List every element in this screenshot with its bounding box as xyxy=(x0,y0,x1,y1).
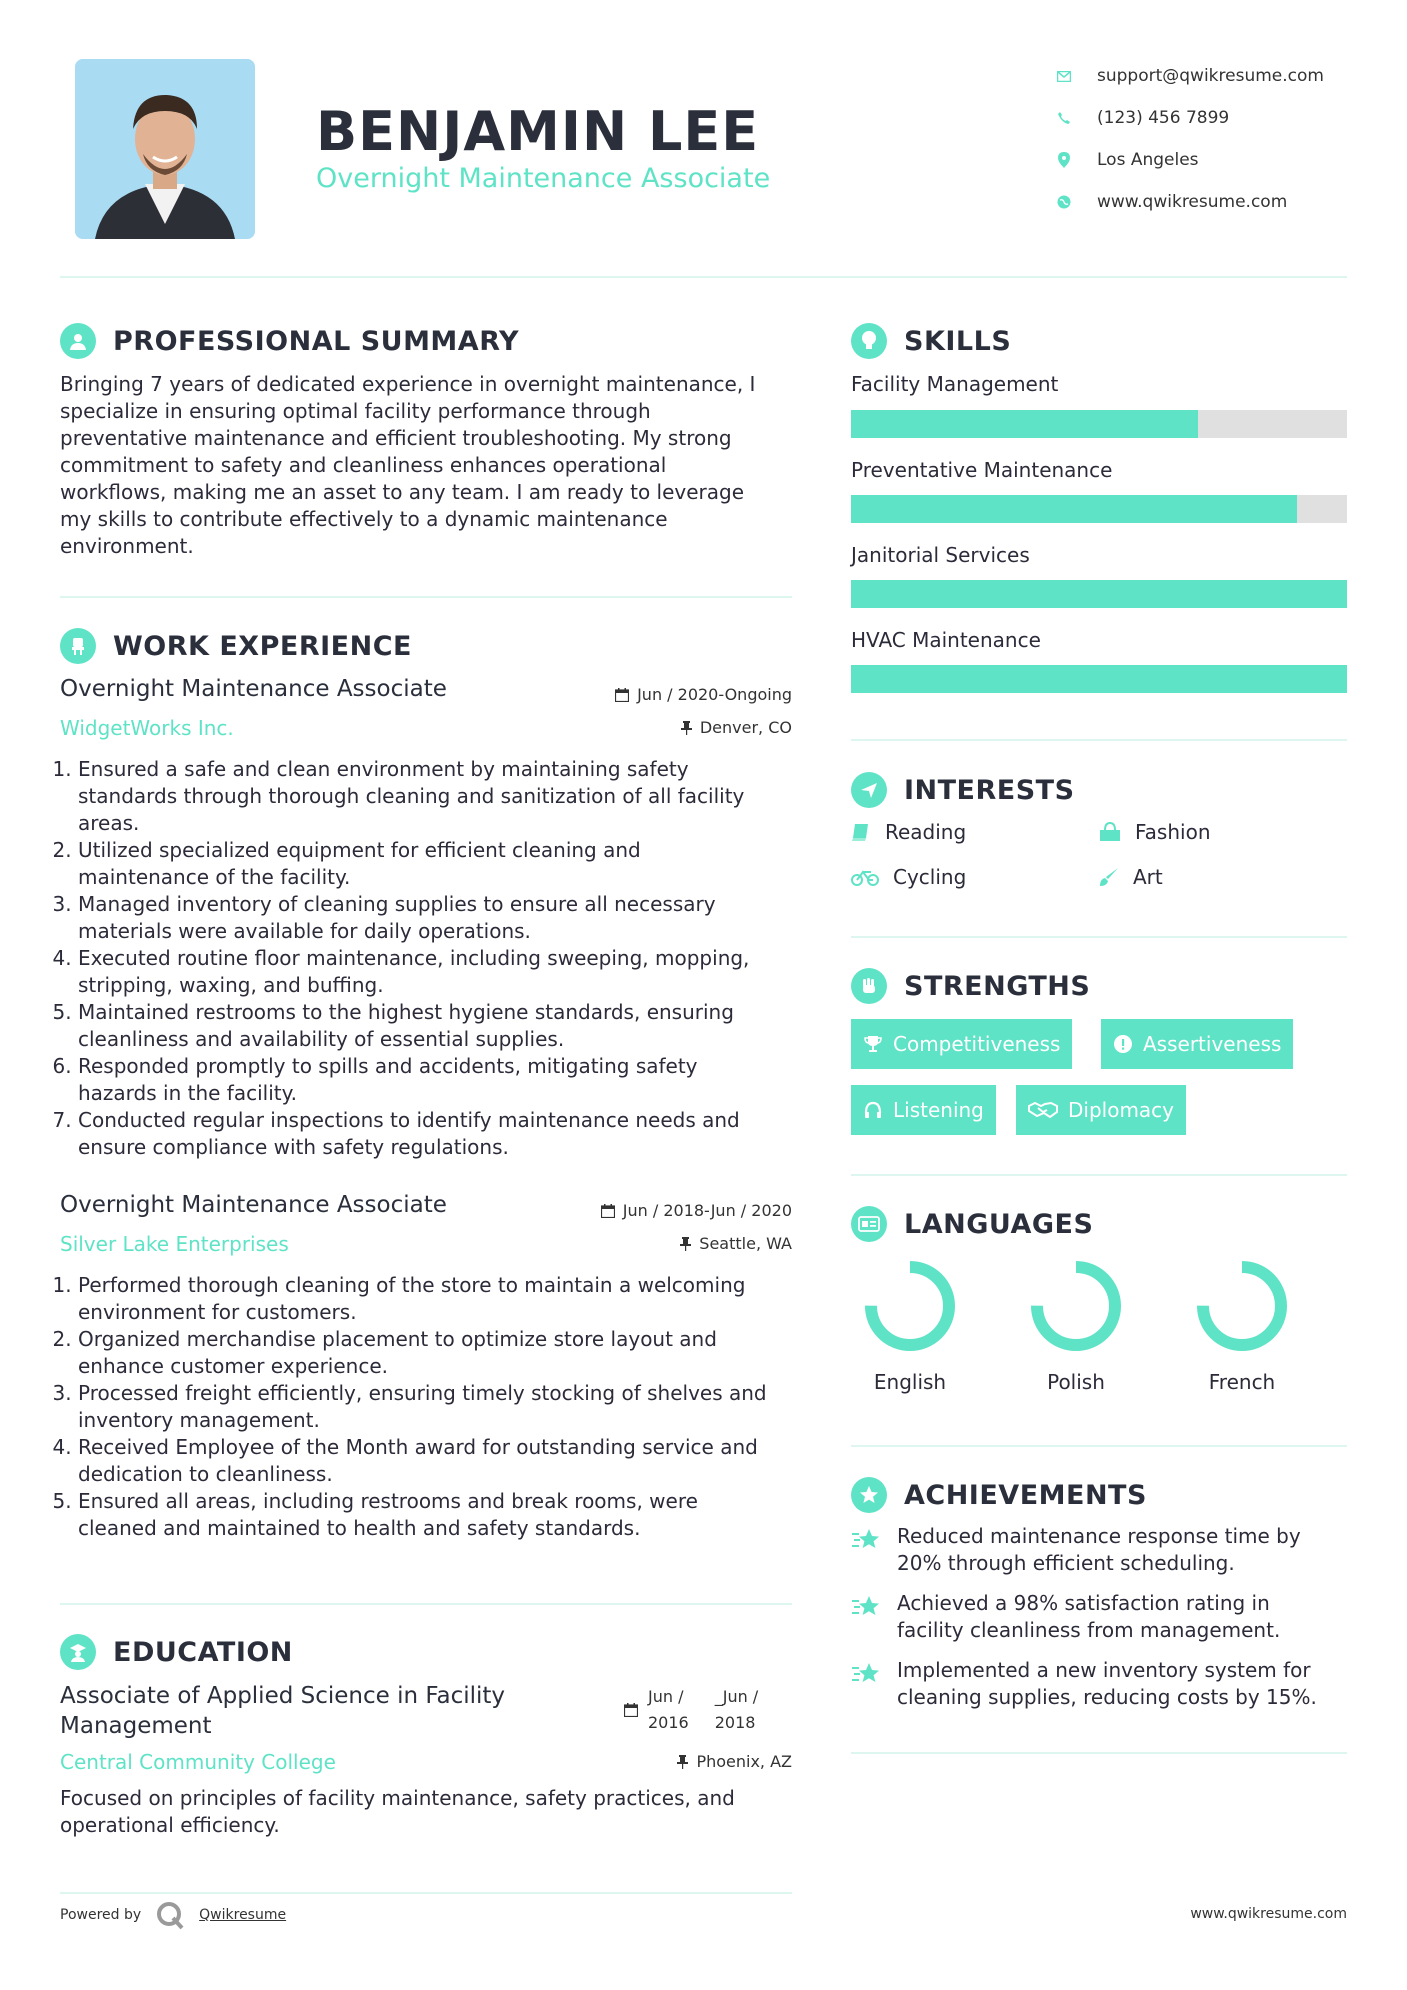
strength-label: Competitiveness xyxy=(893,1032,1061,1056)
job-2-location-text: Seattle, WA xyxy=(699,1234,792,1253)
location-text: Los Angeles xyxy=(1097,150,1199,170)
skill-name: Janitorial Services xyxy=(851,543,1030,567)
skill-fill xyxy=(851,410,1198,438)
experience-heading xyxy=(60,628,412,664)
summary-line: specialize in ensuring optimal facility performance through xyxy=(60,399,651,423)
list-item: 2. Organized merchandise placement to optimize store layout and enhance customer experience. xyxy=(78,1326,800,1380)
book-icon xyxy=(851,822,871,842)
job-2-dates xyxy=(500,1201,792,1220)
summary-line: Bringing 7 years of dedicated experience in overnight maintenance, I xyxy=(60,372,756,396)
achievement-text: Achieved a 98% satisfaction rating in facility cleanliness from management. xyxy=(897,1591,1281,1642)
header-divider xyxy=(60,276,1347,278)
language-gauge xyxy=(1028,1258,1124,1354)
summary-divider xyxy=(60,596,792,598)
summary-title: PROFESSIONAL SUMMARY xyxy=(113,325,520,357)
profile-photo xyxy=(75,59,255,239)
star-icon xyxy=(851,1523,883,1555)
achievement-text: Implemented a new inventory system for cleaning supplies, reducing costs by 15%. xyxy=(897,1658,1317,1709)
qwikresume-logo-icon xyxy=(155,1900,185,1930)
skill-bar xyxy=(851,410,1347,438)
interest-reading xyxy=(851,820,966,844)
languages-heading xyxy=(851,1206,1093,1242)
star-icon xyxy=(851,1590,883,1622)
education-dates xyxy=(624,1684,758,1736)
job-1-title: Overnight Maintenance Associate xyxy=(60,676,447,702)
email-text: support@qwikresume.com xyxy=(1097,66,1324,86)
skills-heading xyxy=(851,323,1011,359)
school-name: Central Community College xyxy=(60,1750,336,1774)
experience-divider xyxy=(60,1603,792,1605)
list-item: 5. Maintained restrooms to the highest hygiene standards, ensuring cleanliness and availability of essential supplies. xyxy=(78,999,800,1053)
raised-fist-icon xyxy=(851,968,887,1004)
strength-tag xyxy=(1101,1019,1293,1069)
skill-fill xyxy=(851,580,1347,608)
skill-name: HVAC Maintenance xyxy=(851,628,1041,652)
envelope-icon xyxy=(1055,67,1073,85)
skill-bar xyxy=(851,665,1347,693)
language-gauge xyxy=(862,1258,958,1354)
edu-start: Jun / 2016 xyxy=(648,1687,689,1732)
language-gauge xyxy=(1194,1258,1290,1354)
achievement-item xyxy=(851,1657,1347,1711)
list-item: 4. Executed routine floor maintenance, including sweeping, mopping, stripping, waxing, and buffing. xyxy=(78,945,800,999)
headphones-icon xyxy=(863,1100,883,1120)
education-heading xyxy=(60,1634,293,1670)
interest-label: Reading xyxy=(885,820,967,844)
job-1-bullets xyxy=(60,756,800,1161)
language-english xyxy=(845,1258,975,1394)
user-icon xyxy=(60,323,96,359)
bicycle-icon xyxy=(851,868,879,886)
candidate-name: BENJAMIN LEE xyxy=(316,100,760,163)
paintbrush-icon xyxy=(1099,867,1119,887)
education-description xyxy=(60,1785,800,1839)
map-pin-icon xyxy=(1055,151,1073,169)
list-item: 7. Conducted regular inspections to identify maintenance needs and ensure compliance with safety regulations. xyxy=(78,1107,800,1161)
contact-website[interactable] xyxy=(1055,181,1324,223)
language-french xyxy=(1177,1258,1307,1394)
trophy-icon xyxy=(863,1034,883,1054)
strength-label: Diplomacy xyxy=(1068,1098,1175,1122)
skills-divider xyxy=(851,739,1347,741)
skill-bar xyxy=(851,580,1347,608)
achievements-heading xyxy=(851,1477,1147,1513)
strength-tag xyxy=(851,1019,1072,1069)
degree-title xyxy=(60,1681,505,1741)
languages-title: LANGUAGES xyxy=(904,1208,1094,1240)
list-item: 5. Ensured all areas, including restrooms and break rooms, were cleaned and maintained to health and safety standards. xyxy=(78,1488,800,1542)
achievements-title: ACHIEVEMENTS xyxy=(904,1479,1147,1511)
skill-name: Preventative Maintenance xyxy=(851,458,1113,482)
job-2-company: Silver Lake Enterprises xyxy=(60,1232,289,1256)
skills-title: SKILLS xyxy=(904,325,1012,357)
summary-text xyxy=(60,371,800,560)
job-2-title: Overnight Maintenance Associate xyxy=(60,1192,447,1218)
strengths-title: STRENGTHS xyxy=(904,970,1091,1002)
education-location-text: Phoenix, AZ xyxy=(696,1752,792,1771)
contact-email[interactable] xyxy=(1055,55,1324,97)
list-item: 2. Utilized specialized equipment for efficient cleaning and maintenance of the facility. xyxy=(78,837,800,891)
calendar-icon xyxy=(601,1204,615,1218)
paper-plane-icon xyxy=(851,772,887,808)
job-2-bullets xyxy=(60,1272,800,1542)
education-location xyxy=(500,1752,792,1771)
edu-end: _Jun / 2018 xyxy=(714,1687,759,1732)
skill-fill xyxy=(851,495,1297,523)
language-polish xyxy=(1011,1258,1141,1394)
strengths-divider xyxy=(851,1174,1347,1176)
pin-icon xyxy=(681,721,692,735)
skill-bar xyxy=(851,495,1347,523)
achievements-divider xyxy=(851,1752,1347,1754)
exclamation-icon xyxy=(1113,1034,1133,1054)
contact-list xyxy=(1055,55,1324,223)
strength-label: Listening xyxy=(893,1098,984,1122)
list-item: 3. Managed inventory of cleaning supplies to ensure all necessary materials were available for daily operations. xyxy=(78,891,800,945)
phone-icon xyxy=(1055,109,1073,127)
website-text: www.qwikresume.com xyxy=(1097,192,1288,212)
globe-icon xyxy=(1055,193,1073,211)
job-1-dates xyxy=(500,685,792,704)
achievement-text: Reduced maintenance response time by 20% through efficient scheduling. xyxy=(897,1524,1301,1575)
skill-fill xyxy=(851,665,1347,693)
interest-art xyxy=(1099,865,1163,889)
strength-tag xyxy=(851,1085,996,1135)
interests-title: INTERESTS xyxy=(904,774,1075,806)
languages-divider xyxy=(851,1445,1347,1447)
contact-phone[interactable] xyxy=(1055,97,1324,139)
strength-tag xyxy=(1016,1085,1186,1135)
interest-label: Fashion xyxy=(1135,820,1211,844)
brand-link[interactable]: Qwikresume xyxy=(199,1907,287,1923)
list-item: 4. Received Employee of the Month award for outstanding service and dedication to cleanliness. xyxy=(78,1434,800,1488)
interests-divider xyxy=(851,936,1347,938)
education-title: EDUCATION xyxy=(113,1636,293,1668)
language-label: English xyxy=(873,1370,947,1394)
interest-label: Art xyxy=(1133,865,1163,889)
footer-site[interactable]: www.qwikresume.com xyxy=(1190,1906,1347,1922)
candidate-title: Overnight Maintenance Associate xyxy=(316,163,771,194)
interest-fashion xyxy=(1099,820,1211,844)
job-2-location xyxy=(500,1234,792,1253)
strength-label: Assertiveness xyxy=(1143,1032,1282,1056)
star-icon xyxy=(851,1657,883,1689)
star-badge-icon xyxy=(851,1477,887,1513)
pin-icon xyxy=(680,1237,691,1251)
skill-name: Facility Management xyxy=(851,372,1059,396)
list-item: 1. Performed thorough cleaning of the store to maintain a welcoming environment for customers. xyxy=(78,1272,800,1326)
education-desc-line: operational efficiency. xyxy=(60,1813,280,1837)
language-card-icon xyxy=(851,1206,887,1242)
education-desc-line: Focused on principles of facility maintenance, safety practices, and xyxy=(60,1786,735,1810)
summary-line: workflows, making me an asset to any team. I am ready to leverage xyxy=(60,480,745,504)
achievement-item xyxy=(851,1523,1347,1577)
list-item: 1. Ensured a safe and clean environment by maintaining safety standards through thorough cleaning and sanitization of all facility areas. xyxy=(78,756,800,837)
calendar-icon xyxy=(615,688,629,702)
footer-powered-by xyxy=(60,1900,286,1930)
strengths-heading xyxy=(851,968,1090,1004)
job-1-company: WidgetWorks Inc. xyxy=(60,716,234,740)
language-gauge-arc xyxy=(1037,1267,1115,1345)
job-1-location xyxy=(500,718,792,737)
education-divider xyxy=(60,1892,792,1894)
job-2-date-text: Jun / 2018-Jun / 2020 xyxy=(622,1201,792,1220)
pin-icon xyxy=(677,1755,688,1769)
list-item: 6. Responded promptly to spills and accidents, mitigating safety hazards in the facility. xyxy=(78,1053,800,1107)
interest-cycling xyxy=(851,865,966,889)
summary-line: preventative maintenance and efficient troubleshooting. My strong xyxy=(60,426,732,450)
language-gauge-arc xyxy=(1203,1267,1281,1345)
job-1-date-text: Jun / 2020-Ongoing xyxy=(637,685,792,704)
summary-heading xyxy=(60,323,519,359)
graduate-icon xyxy=(60,1634,96,1670)
interest-label: Cycling xyxy=(893,865,967,889)
language-label: French xyxy=(1208,1370,1276,1394)
summary-line: commitment to safety and cleanliness enhances operational xyxy=(60,453,667,477)
list-item: 3. Processed freight efficiently, ensuring timely stocking of shelves and inventory management. xyxy=(78,1380,800,1434)
interests-heading xyxy=(851,772,1075,808)
summary-line: environment. xyxy=(60,534,194,558)
job-1-location-text: Denver, CO xyxy=(699,718,792,737)
calendar-icon xyxy=(624,1703,638,1717)
handshake-icon xyxy=(1028,1100,1058,1120)
phone-text: (123) 456 7899 xyxy=(1097,108,1230,128)
lightbulb-icon xyxy=(851,323,887,359)
degree-line: Associate of Applied Science in Facility xyxy=(60,1683,506,1709)
degree-line: Management xyxy=(60,1713,212,1739)
achievement-item xyxy=(851,1590,1347,1644)
chair-icon xyxy=(60,628,96,664)
contact-location xyxy=(1055,139,1324,181)
fashion-icon xyxy=(1099,822,1121,842)
summary-line: my skills to contribute effectively to a dynamic maintenance xyxy=(60,507,668,531)
language-gauge-arc xyxy=(871,1267,949,1345)
powered-by-text: Powered by xyxy=(60,1907,142,1923)
experience-title: WORK EXPERIENCE xyxy=(113,630,412,662)
language-label: Polish xyxy=(1047,1370,1105,1394)
